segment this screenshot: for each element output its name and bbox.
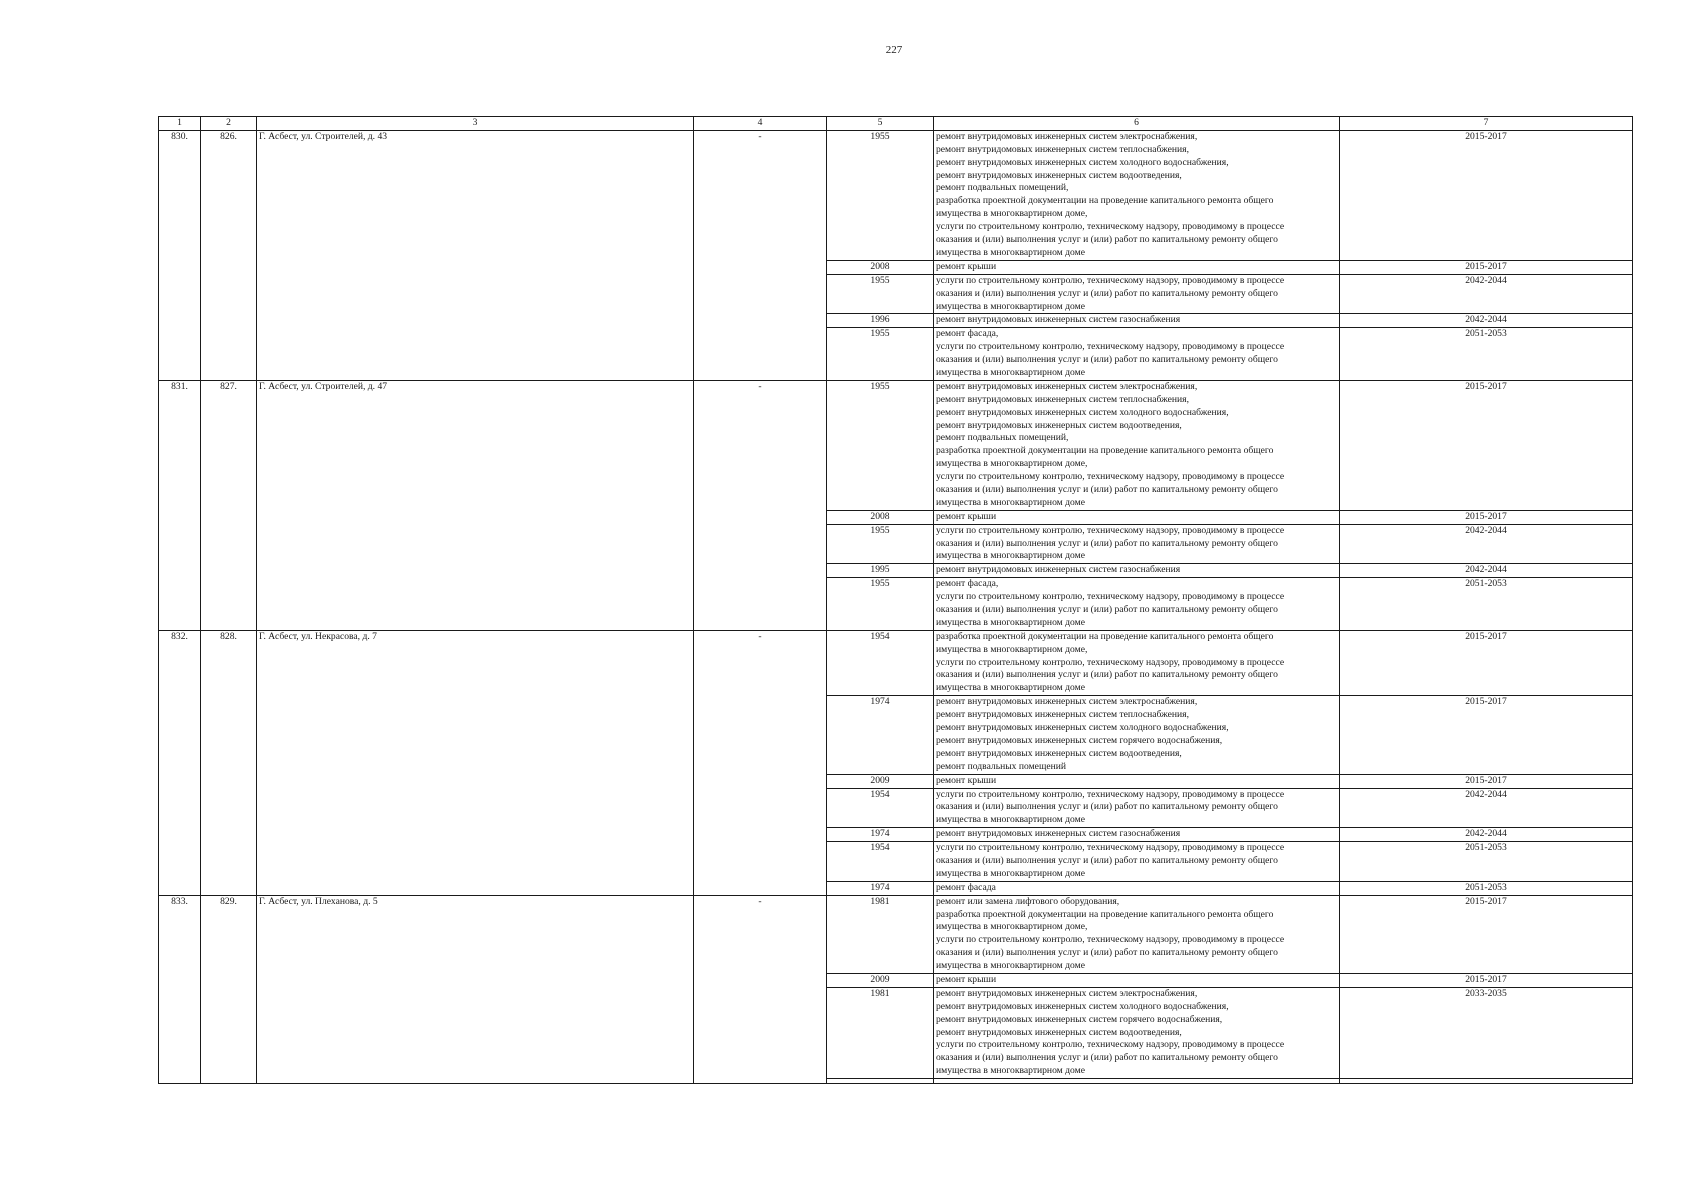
work-line: услуги по строительному контролю, техническому надзору, проводимому в процессе (936, 1039, 1285, 1051)
work-line: ремонт внутридомовых инженерных систем холодного водоснабжения, (936, 1000, 1229, 1012)
work-line: оказания и (или) выполнения услуг и (или) работ по капитальному ремонту общего (936, 801, 1278, 813)
year-cell: 1996 (827, 314, 934, 328)
work-line: ремонт или замена лифтового оборудования, (936, 895, 1120, 907)
period-cell: 2051-2053 (1340, 328, 1633, 381)
address-cell: Г. Асбест, ул. Плеханова, д. 5 (257, 895, 694, 1083)
work-line: ремонт фасада, (936, 578, 999, 590)
continuation-cell (827, 1079, 934, 1084)
works-cell (934, 842, 1340, 882)
year-cell: 1981 (827, 987, 934, 1078)
year-cell: 1955 (827, 328, 934, 381)
work-line: услуги по строительному контролю, техническому надзору, проводимому в процессе (936, 341, 1285, 353)
work-line: имущества в многоквартирном доме (936, 366, 1085, 378)
works-cell (934, 788, 1340, 828)
work-line: услуги по строительному контролю, техническому надзору, проводимому в процессе (936, 471, 1285, 483)
works-cell (934, 328, 1340, 381)
work-line: ремонт внутридомовых инженерных систем газоснабжения (936, 828, 1181, 840)
work-line: ремонт внутридомовых инженерных систем газоснабжения (936, 314, 1181, 326)
period-cell: 2051-2053 (1340, 842, 1633, 882)
work-line: ремонт подвальных помещений, (936, 182, 1069, 194)
work-line: имущества в многоквартирном доме (936, 682, 1085, 694)
work-line: ремонт внутридомовых инженерных систем теплоснабжения, (936, 393, 1189, 405)
year-cell: 1954 (827, 788, 934, 828)
works-cell (934, 524, 1340, 564)
year-cell: 1954 (827, 842, 934, 882)
works-cell (934, 380, 1340, 510)
year-cell: 1995 (827, 564, 934, 578)
period-cell: 2051-2053 (1340, 881, 1633, 895)
work-line: оказания и (или) выполнения услуг и (или) работ по капитальному ремонту общего (936, 854, 1278, 866)
work-line: услуги по строительному контролю, техническому надзору, проводимому в процессе (936, 842, 1285, 854)
year-cell: 1955 (827, 380, 934, 510)
year-cell: 1981 (827, 895, 934, 973)
work-line: ремонт внутридомовых инженерных систем холодного водоснабжения, (936, 156, 1229, 168)
works-cell (934, 774, 1340, 788)
year-cell: 1955 (827, 524, 934, 564)
row-number-cell: 831. (159, 380, 201, 630)
period-cell: 2042-2044 (1340, 314, 1633, 328)
work-line: ремонт фасада (936, 881, 996, 893)
work-line: оказания и (или) выполнения услуг и (или) работ по капитальному ремонту общего (936, 287, 1278, 299)
work-line: имущества в многоквартирном доме (936, 616, 1085, 628)
work-line: имущества в многоквартирном доме (936, 550, 1085, 562)
address-cell: Г. Асбест, ул. Строителей, д. 43 (257, 130, 694, 380)
work-line: услуги по строительному контролю, техническому надзору, проводимому в процессе (936, 524, 1285, 536)
column-4-cell: - (694, 380, 827, 630)
work-line: имущества в многоквартирном доме (936, 814, 1085, 826)
work-line: ремонт крыши (936, 510, 997, 522)
work-line: ремонт внутридомовых инженерных систем горячего водоснабжения, (936, 1013, 1223, 1025)
page-number: 227 (885, 44, 903, 56)
works-cell (934, 578, 1340, 631)
work-line: ремонт подвальных помещений (936, 760, 1066, 772)
continuation-cell (1340, 1079, 1633, 1084)
period-cell: 2015-2017 (1340, 696, 1633, 774)
work-line: ремонт внутридомовых инженерных систем водоотведения, (936, 169, 1182, 181)
house-number-cell: 829. (201, 895, 257, 1083)
year-cell: 1974 (827, 828, 934, 842)
work-line: имущества в многоквартирном доме, (936, 208, 1088, 220)
work-line: услуги по строительному контролю, техническому надзору, проводимому в процессе (936, 788, 1285, 800)
period-cell: 2015-2017 (1340, 260, 1633, 274)
column-header: 1 (159, 117, 201, 131)
table-row (159, 895, 1633, 973)
period-cell: 2015-2017 (1340, 774, 1633, 788)
work-line: услуги по строительному контролю, техническому надзору, проводимому в процессе (936, 274, 1285, 286)
work-line: оказания и (или) выполнения услуг и (или) работ по капитальному ремонту общего (936, 604, 1278, 616)
year-cell: 2009 (827, 774, 934, 788)
repair-schedule-table (158, 116, 1633, 1084)
work-line: оказания и (или) выполнения услуг и (или) работ по капитальному ремонту общего (936, 1052, 1278, 1064)
work-line: оказания и (или) выполнения услуг и (или) работ по капитальному ремонту общего (936, 947, 1278, 959)
period-cell: 2042-2044 (1340, 274, 1633, 314)
work-line: имущества в многоквартирном доме, (936, 921, 1088, 933)
work-line: имущества в многоквартирном доме (936, 300, 1085, 312)
works-cell (934, 696, 1340, 774)
period-cell: 2015-2017 (1340, 895, 1633, 973)
continuation-cell (934, 1079, 1340, 1084)
work-line: ремонт подвальных помещений, (936, 432, 1069, 444)
row-number-cell: 832. (159, 630, 201, 895)
column-4-cell: - (694, 130, 827, 380)
work-line: ремонт крыши (936, 974, 997, 986)
period-cell: 2033-2035 (1340, 987, 1633, 1078)
work-line: имущества в многоквартирном доме (936, 246, 1085, 258)
year-cell: 1974 (827, 696, 934, 774)
works-cell (934, 987, 1340, 1078)
period-cell: 2042-2044 (1340, 788, 1633, 828)
house-number-cell: 826. (201, 130, 257, 380)
address-cell: Г. Асбест, ул. Строителей, д. 47 (257, 380, 694, 630)
work-line: ремонт внутридомовых инженерных систем электроснабжения, (936, 696, 1198, 708)
column-header-row (159, 117, 1633, 131)
work-line: ремонт внутридомовых инженерных систем горячего водоснабжения, (936, 734, 1223, 746)
column-header: 6 (934, 117, 1340, 131)
row-number-cell: 830. (159, 130, 201, 380)
year-cell: 1955 (827, 274, 934, 314)
period-cell: 2042-2044 (1340, 524, 1633, 564)
work-line: имущества в многоквартирном доме, (936, 643, 1088, 655)
work-line: имущества в многоквартирном доме (936, 1065, 1085, 1077)
column-header: 5 (827, 117, 934, 131)
work-line: ремонт внутридомовых инженерных систем электроснабжения, (936, 987, 1198, 999)
work-line: ремонт внутридомовых инженерных систем холодного водоснабжения, (936, 406, 1229, 418)
column-header: 4 (694, 117, 827, 131)
column-header: 3 (257, 117, 694, 131)
work-line: имущества в многоквартирном доме (936, 960, 1085, 972)
works-cell (934, 564, 1340, 578)
column-header: 7 (1340, 117, 1633, 131)
year-cell: 2008 (827, 510, 934, 524)
table-row (159, 380, 1633, 510)
table-row (159, 130, 1633, 260)
work-line: ремонт крыши (936, 260, 997, 272)
work-line: разработка проектной документации на проведение капитального ремонта общего (936, 908, 1274, 920)
work-line: ремонт внутридомовых инженерных систем электроснабжения, (936, 380, 1198, 392)
year-cell: 2009 (827, 974, 934, 988)
period-cell: 2051-2053 (1340, 578, 1633, 631)
year-cell: 1955 (827, 130, 934, 260)
works-cell (934, 510, 1340, 524)
works-cell (934, 130, 1340, 260)
work-line: услуги по строительному контролю, техническому надзору, проводимому в процессе (936, 934, 1285, 946)
works-cell (934, 274, 1340, 314)
works-cell (934, 828, 1340, 842)
work-line: оказания и (или) выполнения услуг и (или) работ по капитальному ремонту общего (936, 669, 1278, 681)
column-4-cell: - (694, 895, 827, 1083)
address-cell: Г. Асбест, ул. Некрасова, д. 7 (257, 630, 694, 895)
table-row (159, 630, 1633, 695)
work-line: ремонт внутридомовых инженерных систем электроснабжения, (936, 130, 1198, 142)
work-line: оказания и (или) выполнения услуг и (или) работ по капитальному ремонту общего (936, 234, 1278, 246)
works-cell (934, 260, 1340, 274)
work-line: услуги по строительному контролю, техническому надзору, проводимому в процессе (936, 656, 1285, 668)
work-line: разработка проектной документации на проведение капитального ремонта общего (936, 195, 1274, 207)
year-cell: 2008 (827, 260, 934, 274)
works-cell (934, 881, 1340, 895)
work-line: ремонт фасада, (936, 328, 999, 340)
works-cell (934, 630, 1340, 695)
work-line: ремонт крыши (936, 774, 997, 786)
work-line: ремонт внутридомовых инженерных систем водоотведения, (936, 419, 1182, 431)
work-line: имущества в многоквартирном доме (936, 496, 1085, 508)
works-cell (934, 974, 1340, 988)
year-cell: 1954 (827, 630, 934, 695)
work-line: ремонт внутридомовых инженерных систем газоснабжения (936, 564, 1181, 576)
period-cell: 2042-2044 (1340, 564, 1633, 578)
house-number-cell: 827. (201, 380, 257, 630)
period-cell: 2042-2044 (1340, 828, 1633, 842)
column-4-cell: - (694, 630, 827, 895)
work-line: ремонт внутридомовых инженерных систем холодного водоснабжения, (936, 722, 1229, 734)
house-number-cell: 828. (201, 630, 257, 895)
year-cell: 1974 (827, 881, 934, 895)
period-cell: 2015-2017 (1340, 510, 1633, 524)
work-line: услуги по строительному контролю, техническому надзору, проводимому в процессе (936, 221, 1285, 233)
period-cell: 2015-2017 (1340, 380, 1633, 510)
period-cell: 2015-2017 (1340, 974, 1633, 988)
year-cell: 1955 (827, 578, 934, 631)
work-line: имущества в многоквартирном доме (936, 867, 1085, 879)
work-line: разработка проектной документации на проведение капитального ремонта общего (936, 445, 1274, 457)
work-line: ремонт внутридомовых инженерных систем теплоснабжения, (936, 709, 1189, 721)
work-line: оказания и (или) выполнения услуг и (или) работ по капитальному ремонту общего (936, 483, 1278, 495)
row-number-cell: 833. (159, 895, 201, 1083)
work-line: ремонт внутридомовых инженерных систем водоотведения, (936, 1026, 1182, 1038)
work-line: имущества в многоквартирном доме, (936, 458, 1088, 470)
work-line: услуги по строительному контролю, техническому надзору, проводимому в процессе (936, 591, 1285, 603)
work-line: оказания и (или) выполнения услуг и (или) работ по капитальному ремонту общего (936, 537, 1278, 549)
period-cell: 2015-2017 (1340, 130, 1633, 260)
work-line: оказания и (или) выполнения услуг и (или) работ по капитальному ремонту общего (936, 354, 1278, 366)
work-line: ремонт внутридомовых инженерных систем водоотведения, (936, 747, 1182, 759)
column-header: 2 (201, 117, 257, 131)
period-cell: 2015-2017 (1340, 630, 1633, 695)
works-cell (934, 314, 1340, 328)
work-line: ремонт внутридомовых инженерных систем теплоснабжения, (936, 143, 1189, 155)
work-line: разработка проектной документации на проведение капитального ремонта общего (936, 630, 1274, 642)
works-cell (934, 895, 1340, 973)
